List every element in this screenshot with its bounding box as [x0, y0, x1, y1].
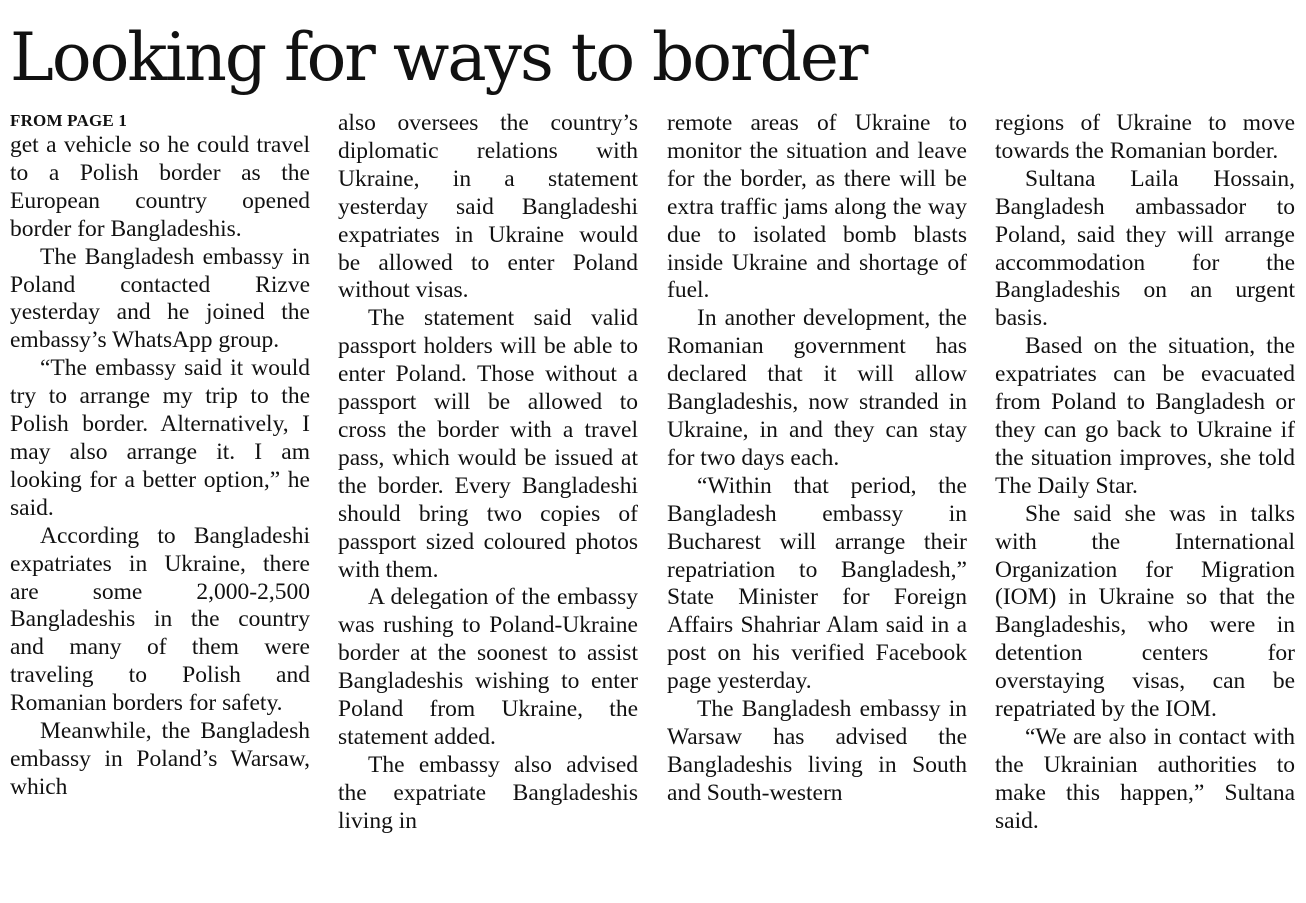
article-column-2	[338, 110, 638, 836]
paragraph: get a vehicle so he could travel to a Polish border as the European country opened border for Bangladeshis.	[10, 132, 310, 242]
paragraph: Based on the situation, the expatriates can be evacuated from Poland to Bangladesh or they can go back to Ukraine if the situation improves, she told The Daily Star.	[995, 333, 1295, 499]
headline: Looking for ways to border	[10, 19, 867, 96]
article-column-1	[10, 110, 310, 802]
paragraph: “Within that period, the Bangladesh embassy in Bucharest will arrange their repatriation to Bangladesh,” State Minister for Foreign Affairs Shahriar Alam said in a post on his verified Facebook page yesterday.	[667, 472, 967, 695]
continuation-kicker: FROM PAGE 1	[10, 111, 128, 130]
article-column-4	[995, 110, 1295, 836]
paragraph: Meanwhile, the Bangladesh embassy in Poland’s Warsaw, which	[10, 718, 310, 800]
paragraph: The Bangladesh embassy in Warsaw has advised the Bangladeshis living in South and South-western	[667, 696, 967, 806]
paragraph: also oversees the country’s diplomatic relations with Ukraine, in a statement yesterday said Bangladeshi expatriates in Ukraine would be allowed to enter Poland without visas.	[338, 110, 638, 304]
article-column-3	[667, 110, 967, 808]
paragraph: “The embassy said it would try to arrange my trip to the Polish border. Alternatively, I may also arrange it. I am looking for a better option,” he said.	[10, 355, 310, 521]
paragraph: According to Bangladeshi expatriates in Ukraine, there are some 2,000-2,500 Bangladeshis in the country and many of them were traveling to Polish and Romanian borders for safety.	[10, 522, 310, 717]
paragraph: “We are also in contact with the Ukrainian authorities to make this happen,” Sultana said.	[995, 723, 1295, 834]
paragraph: The Bangladesh embassy in Poland contacted Rizve yesterday and he joined the embassy’s WhatsApp group.	[10, 243, 310, 354]
paragraph: She said she was in talks with the International Organization for Migration (IOM) in Ukraine so that the Bangladeshis, who were in detention centers for overstaying visas, can be repatriated by the IOM.	[995, 500, 1295, 723]
paragraph: Sultana Laila Hossain, Bangladesh ambassador to Poland, said they will arrange accommodation for the Bangladeshis on an urgent basis.	[995, 165, 1295, 332]
paragraph: In another development, the Romanian government has declared that it will allow Bangladeshis, now stranded in Ukraine, in and they can stay for two days each.	[667, 305, 967, 471]
paragraph: remote areas of Ukraine to monitor the situation and leave for the border, as there will be extra traffic jams along the way due to isolated bomb blasts inside Ukraine and shortage of fuel.	[667, 110, 967, 304]
paragraph: The embassy also advised the expatriate Bangladeshis living in	[338, 751, 638, 834]
paragraph: A delegation of the embassy was rushing to Poland-Ukraine border at the soonest to assist Bangladeshis wishing to enter Poland from Ukraine, the statement added.	[338, 584, 638, 750]
paragraph: The statement said valid passport holders will be able to enter Poland. Those without a passport will be allowed to cross the border with a travel pass, which would be issued at the border. Every Bangladeshi should bring two copies of passport sized coloured photos with them.	[338, 305, 638, 583]
paragraph: regions of Ukraine to move towards the Romanian border.	[995, 110, 1295, 164]
